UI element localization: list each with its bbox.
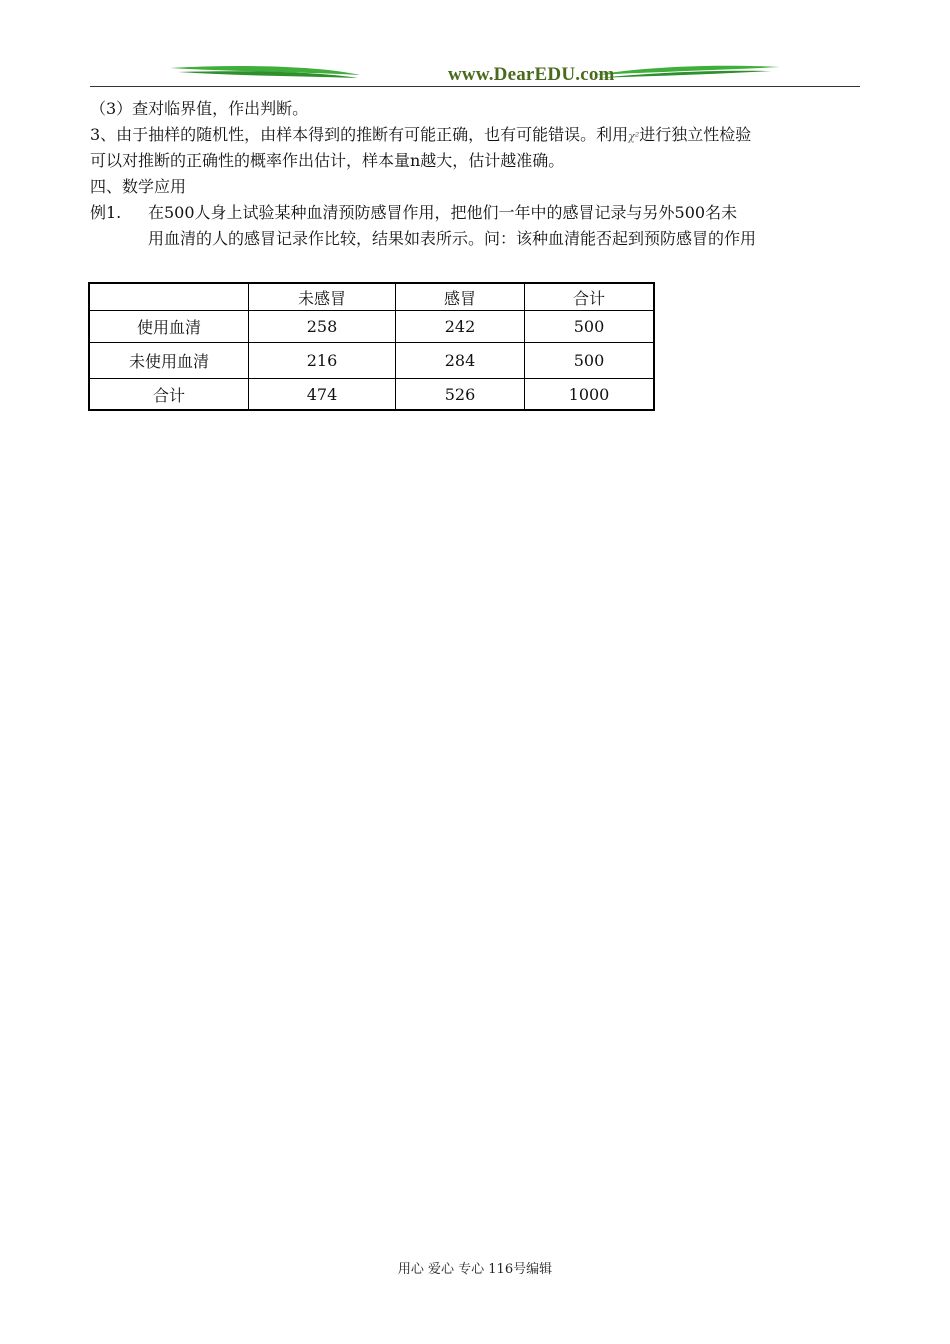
- chi-square-symbol: χ²: [628, 130, 640, 143]
- table-cell: 526: [396, 379, 525, 411]
- table-row: [89, 311, 654, 343]
- paragraph-3-text-a: 3、由于抽样的随机性，由样本得到的推断有可能正确，也有可能错误。利用: [90, 125, 629, 144]
- table-cell: 258: [249, 311, 396, 343]
- example-line-2: 用血清的人的感冒记录作比较，结果如表所示。问：该种血清能否起到预防感冒的作用: [148, 229, 757, 248]
- step-3-line: （3）查对临界值，作出判断。: [90, 99, 309, 118]
- document-body: [90, 96, 860, 252]
- table-row: [89, 343, 654, 379]
- header-divider: [90, 86, 860, 87]
- table-row: [89, 379, 654, 411]
- table-header-cell: 未感冒: [249, 283, 396, 311]
- table-cell: 1000: [525, 379, 655, 411]
- table-row-label: 使用血清: [89, 311, 249, 343]
- table-row-label: 合计: [89, 379, 249, 411]
- table-header-cell: [89, 283, 249, 311]
- header-logo-text: www.DearEDU.com: [448, 64, 615, 85]
- section-heading: 四、数学应用: [90, 177, 187, 196]
- table-header-cell: 感冒: [396, 283, 525, 311]
- table-cell: 216: [249, 343, 396, 379]
- paragraph-3-text-b: 进行独立性检验: [639, 125, 752, 144]
- example-line-1: 在500人身上试验某种血清预防感冒作用，把他们一年中的感冒记录与另外500名未: [148, 203, 738, 222]
- example-1: [90, 200, 860, 252]
- page-footer: 用心 爱心 专心 116号编辑: [397, 1262, 553, 1277]
- table-header-row: [89, 283, 654, 311]
- table-row-label: 未使用血清: [89, 343, 249, 379]
- contingency-table: [88, 282, 655, 411]
- table-cell: 500: [525, 343, 655, 379]
- example-label: 例1.: [90, 203, 122, 222]
- table-cell: 474: [249, 379, 396, 411]
- page-header: [90, 58, 860, 90]
- paragraph-3-line-2: 可以对推断的正确性的概率作出估计，样本量n越大，估计越准确。: [90, 151, 565, 170]
- paragraph-3-line-1: [90, 122, 860, 148]
- table-cell: 242: [396, 311, 525, 343]
- table-header-cell: 合计: [525, 283, 655, 311]
- example-text: [148, 200, 860, 252]
- table-cell: 284: [396, 343, 525, 379]
- table-cell: 500: [525, 311, 655, 343]
